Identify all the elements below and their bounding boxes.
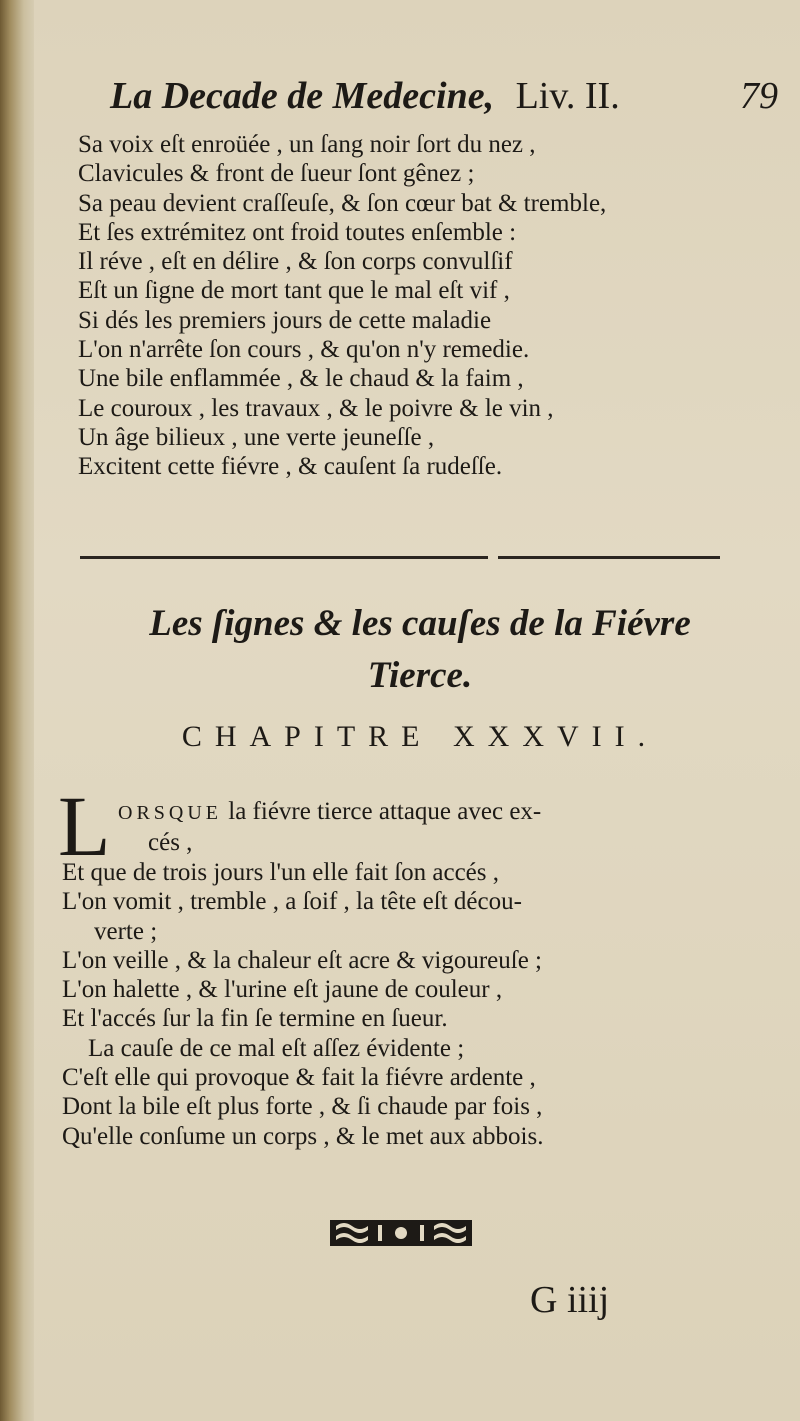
verse-line: L'on halette , & l'urine eſt jaune de couleur , bbox=[62, 976, 503, 1004]
verse-line: Si dés les premiers jours de cette maladie bbox=[78, 306, 492, 334]
signature-mark: G iiij bbox=[530, 1279, 610, 1321]
header-title: La Decade de Medecine, bbox=[110, 75, 495, 117]
first-line-rest: la fiévre tierce attaque avec ex- bbox=[222, 798, 542, 825]
chapter-line-wrap bbox=[148, 828, 800, 857]
verse-line: Et l'accés ſur la fin ſe termine en ſueur. bbox=[62, 1005, 448, 1033]
verse-line: Et que de trois jours l'un elle fait ſon accés , bbox=[62, 859, 500, 886]
verse-line: Dont la bile eſt plus forte , & ſi chaude par fois , bbox=[62, 1093, 543, 1121]
section-divider-right bbox=[498, 556, 720, 559]
verse-line: L'on n'arrête ſon cours , & qu'on n'y remedie. bbox=[78, 336, 530, 364]
first-word-small-caps: ORSQUE bbox=[118, 802, 223, 824]
verse-line: Excitent cette fiévre , & cauſent ſa rudeſſe. bbox=[78, 453, 503, 481]
verse-top bbox=[78, 130, 788, 482]
chapter-body bbox=[62, 858, 772, 1151]
verse-line: Une bile enflammée , & le chaud & la faim , bbox=[78, 365, 524, 393]
section-title-continued: Tierce. bbox=[367, 655, 473, 696]
fleuron-ornament bbox=[330, 1216, 472, 1250]
chapter-first-line bbox=[118, 798, 541, 826]
verse-line: L'on veille , & la chaleur eſt acre & vigoureuſe ; bbox=[62, 946, 543, 974]
running-header bbox=[110, 74, 790, 126]
book-gutter bbox=[0, 0, 34, 1421]
verse-line-wrap: verte ; bbox=[94, 917, 158, 945]
page-number: 79 bbox=[740, 75, 778, 117]
chapter-heading: CHAPITRE XXXVII. bbox=[181, 720, 659, 753]
verse-line: cés , bbox=[148, 829, 193, 856]
section-divider-left bbox=[80, 556, 488, 559]
verse-line: Un âge bilieux , une verte jeuneſſe , bbox=[78, 423, 435, 451]
verse-line: Et ſes extrémitez ont froid toutes enſemble : bbox=[78, 218, 517, 246]
section-title: Les ſignes & les cauſes de la Fiévre bbox=[149, 603, 691, 644]
verse-line: Qu'elle conſume un corps , & le met aux abbois. bbox=[62, 1122, 544, 1150]
verse-line: Sa peau devient craſſeuſe, & ſon cœur bat & tremble, bbox=[78, 189, 607, 217]
verse-line: Clavicules & front de ſueur ſont gênez ; bbox=[78, 160, 475, 188]
header-book-number: Liv. II. bbox=[515, 75, 620, 117]
verse-line: La cauſe de ce mal eſt aſſez évidente ; bbox=[88, 1034, 465, 1062]
verse-line: Sa voix eſt enroüée , un ſang noir ſort du nez , bbox=[78, 131, 536, 158]
verse-line: L'on vomit , tremble , a ſoif , la tête eſt décou- bbox=[62, 888, 522, 916]
verse-line: Eſt un ſigne de mort tant que le mal eſt vif , bbox=[78, 277, 510, 305]
drop-cap: L bbox=[58, 778, 111, 874]
verse-line: Le couroux , les travaux , & le poivre & le vin , bbox=[78, 394, 554, 422]
verse-line: Il réve , eſt en délire , & ſon corps convulſif bbox=[78, 248, 513, 276]
verse-line: C'eſt elle qui provoque & fait la fiévre ardente , bbox=[62, 1064, 536, 1092]
